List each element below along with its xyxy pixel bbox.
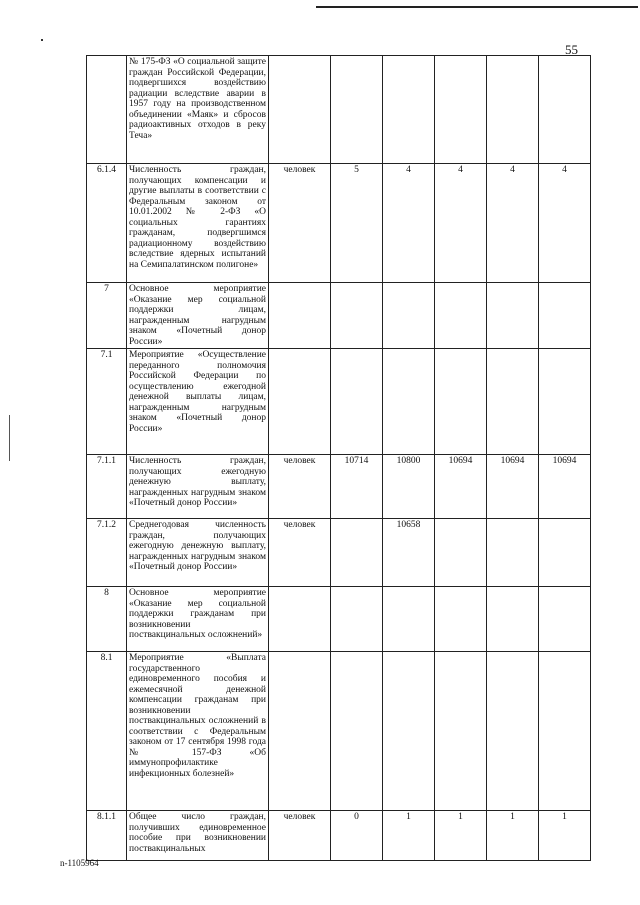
page-number: 55 — [565, 42, 578, 57]
footer-code: n-1105964 — [60, 858, 99, 868]
row-unit — [269, 283, 331, 349]
row-description: Основное мероприятие «Оказание мер социальной поддержки гражданам при возникновении поствакцинальных осложнений» — [127, 587, 269, 652]
row-value-3: 1 — [435, 811, 487, 861]
row-value-5 — [539, 283, 591, 349]
row-value-1: 5 — [331, 164, 383, 283]
row-unit: человек — [269, 811, 331, 861]
row-description: Основное мероприятие «Оказание мер социальной поддержки лицам, награжденным нагрудным знаком «Почетный донор России» — [127, 283, 269, 349]
row-value-2: 1 — [383, 811, 435, 861]
row-value-5 — [539, 587, 591, 652]
row-description: Мероприятие «Выплата государственного единовременного пособия и ежемесячной денежной компенсации гражданам при возникновении поствакцинальных осложнений в соответствии с Федеральным законом от 17 сентября 1998 года № 157-ФЗ «Об иммунопрофилактике инфекционных болезней» — [127, 652, 269, 811]
row-value-4 — [487, 56, 539, 164]
row-unit: человек — [269, 455, 331, 519]
row-number: 8.1.1 — [87, 811, 127, 861]
table-row — [87, 519, 591, 587]
row-value-2: 10658 — [383, 519, 435, 587]
row-number: 6.1.4 — [87, 164, 127, 283]
row-value-4: 10694 — [487, 455, 539, 519]
row-value-2: 4 — [383, 164, 435, 283]
row-description: Численность граждан, получающих ежегодную денежную выплату, награжденных нагрудным знаком «Почетный донор России» — [127, 455, 269, 519]
indicators-table — [86, 55, 591, 861]
row-value-5 — [539, 519, 591, 587]
row-value-4 — [487, 652, 539, 811]
row-value-2 — [383, 56, 435, 164]
table-row — [87, 349, 591, 455]
table-row — [87, 455, 591, 519]
table-row — [87, 283, 591, 349]
row-value-5: 4 — [539, 164, 591, 283]
row-value-3 — [435, 56, 487, 164]
table-row — [87, 652, 591, 811]
table-body — [87, 56, 591, 861]
row-value-2: 10800 — [383, 455, 435, 519]
row-value-2 — [383, 283, 435, 349]
row-value-1 — [331, 519, 383, 587]
row-unit — [269, 652, 331, 811]
top-border-line — [316, 6, 638, 8]
row-value-1: 0 — [331, 811, 383, 861]
row-value-3: 10694 — [435, 455, 487, 519]
row-value-4 — [487, 587, 539, 652]
row-value-3 — [435, 519, 487, 587]
margin-mark — [9, 415, 10, 461]
row-value-4 — [487, 283, 539, 349]
row-number: 7.1 — [87, 349, 127, 455]
row-description: Численность граждан, получающих компенсации и другие выплаты в соответствии с Федеральным законом от 10.01.2002 № 2-ФЗ «О социальных гарантиях гражданам, подвергшимся радиационному воздействию вследствие ядерных испытаний на Семипалатинском полигоне» — [127, 164, 269, 283]
table-row — [87, 587, 591, 652]
row-number: 7 — [87, 283, 127, 349]
row-value-2 — [383, 652, 435, 811]
row-value-5: 1 — [539, 811, 591, 861]
row-unit — [269, 349, 331, 455]
row-value-5 — [539, 349, 591, 455]
row-value-3 — [435, 349, 487, 455]
row-description: Мероприятие «Осуществление переданного полномочия Российской Федерации по осуществлению ежегодной денежной выплаты лицам, награжденным нагрудным знаком «Почетный донор России» — [127, 349, 269, 455]
row-value-3 — [435, 587, 487, 652]
row-unit: человек — [269, 519, 331, 587]
row-value-1 — [331, 349, 383, 455]
row-value-5: 10694 — [539, 455, 591, 519]
row-value-1 — [331, 283, 383, 349]
row-number: 7.1.1 — [87, 455, 127, 519]
row-value-4 — [487, 519, 539, 587]
row-number: 8.1 — [87, 652, 127, 811]
row-value-4: 1 — [487, 811, 539, 861]
row-number: 8 — [87, 587, 127, 652]
table-row — [87, 811, 591, 861]
row-unit — [269, 587, 331, 652]
row-value-1 — [331, 56, 383, 164]
row-description: № 175-ФЗ «О социальной защите граждан Российской Федерации, подвергшихся воздействию радиации вследствие аварии в 1957 году на производственном объединении «Маяк» и сбросов радиоактивных отходов в реку Теча» — [127, 56, 269, 164]
row-unit: человек — [269, 164, 331, 283]
row-value-3: 4 — [435, 164, 487, 283]
row-number — [87, 56, 127, 164]
table-row — [87, 56, 591, 164]
row-value-5 — [539, 652, 591, 811]
row-value-1: 10714 — [331, 455, 383, 519]
row-value-1 — [331, 587, 383, 652]
row-unit — [269, 56, 331, 164]
row-value-4 — [487, 349, 539, 455]
scan-speck — [41, 39, 43, 41]
row-value-4: 4 — [487, 164, 539, 283]
row-description: Среднегодовая численность граждан, получающих ежегодную денежную выплату, награжденных нагрудным знаком «Почетный донор России» — [127, 519, 269, 587]
table-row — [87, 164, 591, 283]
row-value-5 — [539, 56, 591, 164]
row-value-1 — [331, 652, 383, 811]
row-number: 7.1.2 — [87, 519, 127, 587]
row-description: Общее число граждан, получивших единовременное пособие при возникновении поствакцинальных — [127, 811, 269, 861]
row-value-3 — [435, 652, 487, 811]
row-value-3 — [435, 283, 487, 349]
row-value-2 — [383, 587, 435, 652]
row-value-2 — [383, 349, 435, 455]
